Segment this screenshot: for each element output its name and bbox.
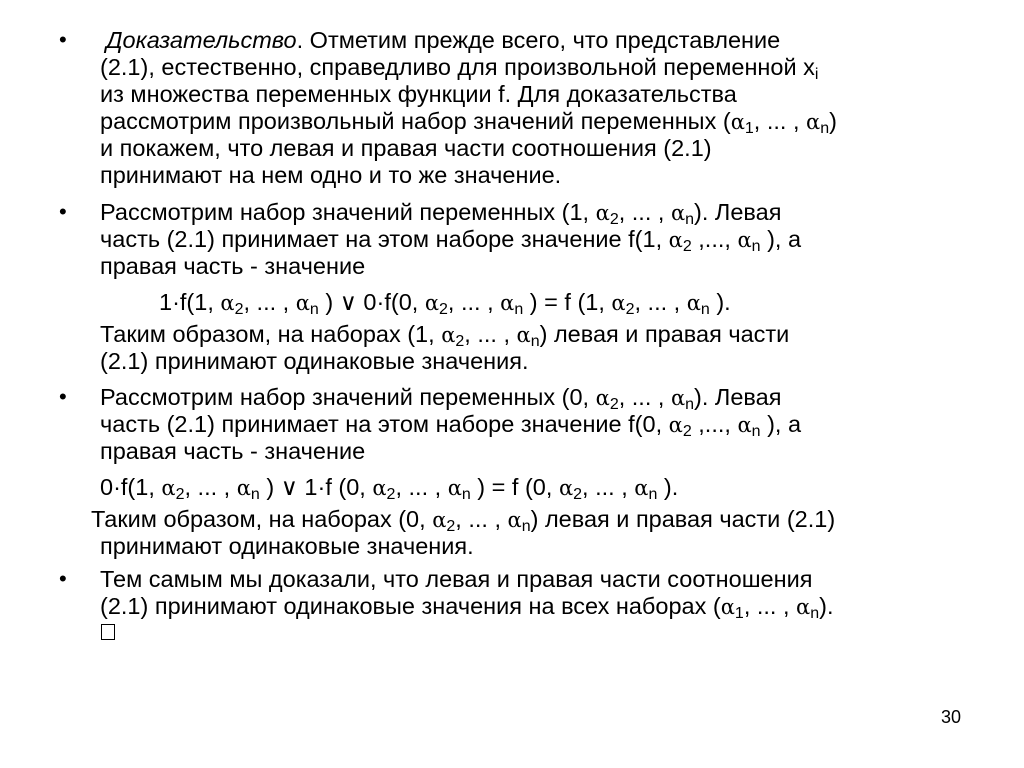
p1-emph: Доказательство bbox=[106, 27, 297, 53]
t: , ... , bbox=[184, 474, 237, 500]
alpha-symbol: α bbox=[670, 386, 686, 410]
or-symbol: ∨ bbox=[280, 474, 298, 500]
t: ) bbox=[259, 474, 281, 500]
p3-thus-2: принимают одинаковые значения. bbox=[100, 533, 474, 559]
alpha-symbol: α bbox=[516, 323, 531, 347]
t: f (0, bbox=[325, 474, 373, 500]
p1-l2-sub: i bbox=[814, 66, 819, 83]
bullet-4: • bbox=[59, 566, 67, 591]
alpha-symbol: α bbox=[432, 508, 447, 532]
sub: n bbox=[685, 211, 695, 228]
p1-line-3: из множества переменных функции f. Для доказательства bbox=[100, 81, 737, 107]
p2-line-1 bbox=[100, 199, 781, 226]
alpha-symbol: α bbox=[720, 595, 735, 619]
sub: 2 bbox=[446, 518, 456, 535]
t: 0 bbox=[100, 474, 114, 500]
t: , ... , bbox=[743, 593, 797, 619]
sub: n bbox=[530, 333, 540, 350]
p3-line-2 bbox=[100, 411, 801, 438]
sub: n bbox=[309, 301, 319, 318]
sub: n bbox=[521, 518, 531, 535]
t: 1 bbox=[297, 474, 318, 500]
sub: 2 bbox=[386, 486, 396, 503]
sub: 2 bbox=[455, 333, 465, 350]
t: , ... , bbox=[753, 108, 807, 134]
t: ,..., bbox=[691, 226, 738, 252]
p1-l2-text: (2.1), естественно, справедливо для произвольной переменной x bbox=[100, 54, 815, 80]
sub: 2 bbox=[234, 301, 244, 318]
t: Рассмотрим набор значений переменных (1, bbox=[100, 199, 596, 225]
sub: n bbox=[810, 605, 820, 622]
t: ) левая и правая части (2.1) bbox=[530, 506, 836, 532]
sub: 2 bbox=[175, 486, 185, 503]
dot: · bbox=[172, 289, 180, 315]
t: , ... , bbox=[618, 384, 671, 410]
dot: · bbox=[317, 474, 326, 500]
sub: n bbox=[685, 396, 695, 413]
p3-formula bbox=[100, 474, 678, 501]
bullet-1: • bbox=[59, 27, 67, 52]
sub: n bbox=[648, 486, 658, 503]
alpha-symbol: α bbox=[220, 291, 235, 315]
sub: 2 bbox=[609, 211, 619, 228]
t: Таким образом, на наборах (0, bbox=[91, 506, 433, 532]
t: ). bbox=[657, 474, 679, 500]
t: 0 bbox=[356, 289, 377, 315]
p1-line-1 bbox=[106, 27, 780, 53]
p4-line-1: Тем самым мы доказали, что левая и правая части соотношения bbox=[100, 566, 813, 592]
dot: · bbox=[376, 289, 385, 315]
t: Таким образом, на наборах (1, bbox=[100, 321, 442, 347]
t: , ... , bbox=[582, 474, 635, 500]
sub: 2 bbox=[439, 301, 448, 318]
alpha-symbol: α bbox=[737, 228, 752, 252]
p3-line-1 bbox=[100, 384, 781, 411]
alpha-symbol: α bbox=[295, 291, 310, 315]
alpha-symbol: α bbox=[730, 110, 745, 134]
p1-line-6: принимают на нем одно и то же значение. bbox=[100, 162, 562, 188]
alpha-symbol: α bbox=[595, 386, 610, 410]
alpha-symbol: α bbox=[441, 323, 456, 347]
t: ), а bbox=[760, 411, 802, 437]
p2-line-3: правая часть - значение bbox=[100, 253, 366, 279]
alpha-symbol: α bbox=[447, 476, 462, 500]
alpha-symbol: α bbox=[611, 291, 626, 315]
sub: 1 bbox=[744, 120, 754, 137]
t: f(1, bbox=[120, 474, 162, 500]
p3-line-3: правая часть - значение bbox=[100, 438, 366, 464]
t: , ... , bbox=[455, 506, 508, 532]
alpha-symbol: α bbox=[558, 476, 574, 500]
t: ). Левая bbox=[694, 384, 782, 410]
sub: n bbox=[250, 486, 260, 503]
t: , ... , bbox=[634, 289, 687, 315]
p1-line-2 bbox=[100, 54, 819, 83]
t: ) bbox=[318, 289, 340, 315]
alpha-symbol: α bbox=[595, 201, 610, 225]
sub: n bbox=[820, 120, 830, 137]
bullet-3: • bbox=[59, 384, 67, 409]
t: ) bbox=[829, 108, 837, 134]
qed-box-icon bbox=[101, 624, 115, 640]
t: часть (2.1) принимает на этом наборе значение f(0, bbox=[100, 411, 669, 437]
sub: 1 bbox=[734, 605, 744, 622]
p1-line-5: и покажем, что левая и правая части соотношения (2.1) bbox=[100, 135, 712, 161]
t: f(0, bbox=[384, 289, 425, 315]
t: (2.1) принимают одинаковые значения на всех наборах ( bbox=[100, 593, 721, 619]
t: часть (2.1) принимает на этом наборе значение f(1, bbox=[100, 226, 669, 252]
t: ) левая и правая части bbox=[539, 321, 790, 347]
t: ) = f (1, bbox=[523, 289, 612, 315]
or-symbol: ∨ bbox=[339, 289, 357, 315]
alpha-symbol: α bbox=[236, 476, 251, 500]
p2-thus-1 bbox=[100, 321, 789, 348]
alpha-symbol: α bbox=[507, 508, 522, 532]
sub: n bbox=[751, 423, 761, 440]
p2-line-2 bbox=[100, 226, 801, 253]
sub: n bbox=[514, 301, 524, 318]
alpha-symbol: α bbox=[686, 291, 701, 315]
t: ) = f (0, bbox=[470, 474, 559, 500]
sub: 2 bbox=[682, 238, 692, 255]
alpha-symbol: α bbox=[424, 291, 440, 315]
sub: 2 bbox=[625, 301, 635, 318]
bullet-2: • bbox=[59, 199, 67, 224]
p2-formula bbox=[159, 289, 731, 316]
alpha-symbol: α bbox=[668, 413, 683, 437]
sub: 2 bbox=[609, 396, 619, 413]
t: , ... , bbox=[243, 289, 296, 315]
t: 1 bbox=[159, 289, 173, 315]
dot: · bbox=[113, 474, 121, 500]
t: ,..., bbox=[691, 411, 738, 437]
page-number: 30 bbox=[941, 707, 962, 727]
alpha-symbol: α bbox=[372, 476, 387, 500]
p4-line-2 bbox=[100, 593, 834, 620]
alpha-symbol: α bbox=[737, 413, 752, 437]
alpha-symbol: α bbox=[796, 595, 811, 619]
sub: n bbox=[700, 301, 710, 318]
t: рассмотрим произвольный набор значений переменных ( bbox=[100, 108, 731, 134]
alpha-symbol: α bbox=[634, 476, 649, 500]
t: , ... , bbox=[618, 199, 671, 225]
alpha-symbol: α bbox=[806, 110, 821, 134]
alpha-symbol: α bbox=[161, 476, 176, 500]
p1-l1-text: . Отметим прежде всего, что представление bbox=[296, 27, 781, 53]
t: ). Левая bbox=[694, 199, 782, 225]
sub: n bbox=[751, 238, 761, 255]
sub: 2 bbox=[573, 486, 583, 503]
t: Рассмотрим набор значений переменных (0, bbox=[100, 384, 596, 410]
t: ). bbox=[819, 593, 834, 619]
t: , ... , bbox=[447, 289, 501, 315]
p2-thus-2: (2.1) принимают одинаковые значения. bbox=[100, 348, 529, 374]
sub: 2 bbox=[682, 423, 692, 440]
alpha-symbol: α bbox=[670, 201, 686, 225]
t: f(1, bbox=[179, 289, 221, 315]
t: ), а bbox=[760, 226, 802, 252]
t: ). bbox=[709, 289, 731, 315]
sub: n bbox=[461, 486, 471, 503]
t: , ... , bbox=[464, 321, 517, 347]
t: , ... , bbox=[395, 474, 448, 500]
p3-thus-1 bbox=[91, 506, 835, 533]
alpha-symbol: α bbox=[668, 228, 683, 252]
p1-line-4 bbox=[100, 108, 837, 135]
alpha-symbol: α bbox=[500, 291, 515, 315]
